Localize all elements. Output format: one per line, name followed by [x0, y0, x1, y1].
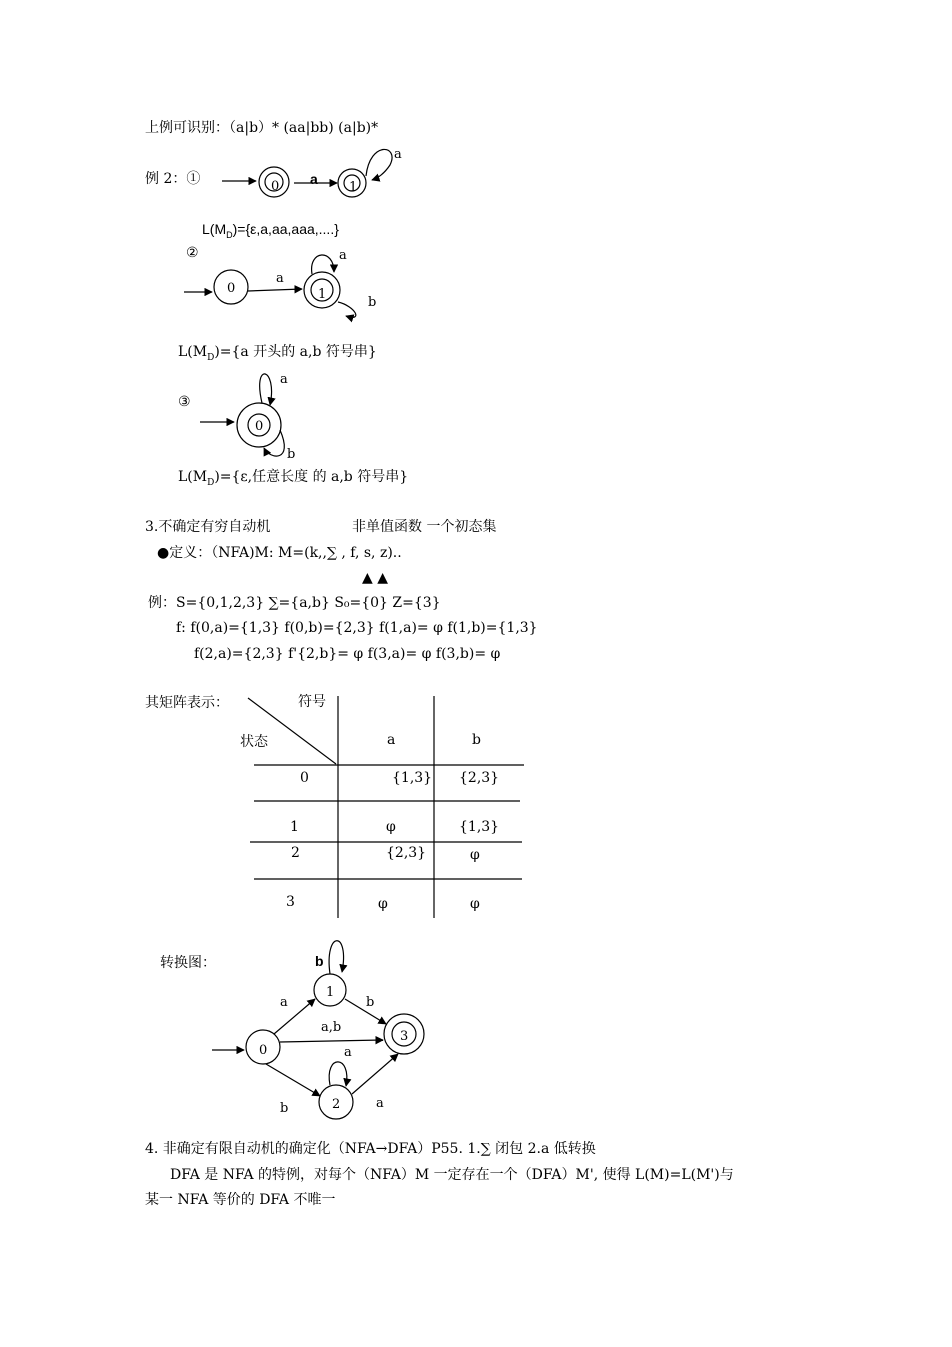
d1-loop-label: a	[394, 147, 402, 162]
marker-2: ②	[186, 245, 199, 261]
tg-edge02-label: b	[280, 1101, 289, 1116]
tg-loop1-label: b	[315, 953, 324, 969]
matrix-row1-b: {1,3}	[459, 819, 500, 835]
language-2: $L(M_D)=\{a$ 开头的 a,b 符号串}	[178, 344, 377, 363]
section3-note: 非单值函数 一个初态集	[352, 519, 497, 535]
dfa-diagram-2	[184, 255, 356, 317]
section3-heading: 3.不确定有穷自动机	[145, 519, 271, 535]
section3-markers: ▲ ▲	[362, 570, 388, 586]
matrix-col-a: a	[387, 732, 396, 748]
matrix-row0-b: {2,3}	[459, 770, 500, 786]
d2-state0: 0	[227, 281, 236, 296]
d3-loop-a: a	[280, 372, 288, 387]
d2-state1: 1	[318, 287, 327, 302]
marker-3: ③	[178, 394, 191, 410]
tg-state3: 3	[400, 1029, 409, 1044]
matrix-row2-state: 2	[291, 845, 300, 861]
d1-state1: 1	[349, 180, 358, 195]
dfa-diagram-3	[200, 374, 284, 456]
matrix-row0-state: 0	[300, 770, 309, 786]
tg-edge13-label: b	[366, 995, 375, 1010]
matrix-row1-a: φ	[386, 819, 396, 835]
d2-loop-a: a	[339, 248, 347, 263]
d3-loop-b: b	[287, 447, 296, 462]
section3-example: 例：S={0,1,2,3} ∑={a,b} S₀={0} Z={3}	[148, 595, 441, 611]
matrix-table-lines	[248, 696, 524, 918]
intro-line: 上例可识别：（a|b）* (aa|bb) (a|b)*	[145, 120, 379, 136]
section4-line1: 4. 非确定有限自动机的确定化（NFA→DFA）P55. 1.∑ 闭包 2.a 低转换	[145, 1141, 596, 1157]
dfa-diagram-1	[222, 149, 392, 197]
d1-state0: 0	[271, 179, 280, 194]
section4-line2: DFA 是 NFA 的特例，对每个（NFA）M 一定存在一个（DFA）M', 使得 L(M)=L(M')与	[170, 1167, 734, 1183]
matrix-row3-b: φ	[470, 896, 480, 912]
matrix-row2-a: {2,3}	[386, 845, 427, 861]
section3-definition: ●定义：（NFA)M: M=(k,,∑ , f, s, z)..	[157, 545, 402, 561]
tg-state0: 0	[259, 1043, 268, 1058]
matrix-row3-a: φ	[378, 896, 388, 912]
matrix-col-b: b	[472, 732, 481, 748]
d1-edge-label: a	[310, 171, 318, 187]
example2-label: 例 2：①	[145, 171, 201, 187]
section4-line3: 某一 NFA 等价的 DFA 不唯一	[145, 1192, 336, 1208]
matrix-row0-a: {1,3}	[392, 770, 433, 786]
section3-f-line1: f: f(0,a)={1,3} f(0,b)={2,3} f(1,a)= φ f(1,b)={1,3}	[176, 620, 538, 636]
matrix-row3-state: 3	[286, 894, 295, 910]
language-3: $L(M_D)=\{\varepsilon$,任意长度 的 a,b 符号串}	[178, 469, 409, 488]
d2-edge-label: a	[276, 271, 284, 286]
tg-edge01-label: a	[280, 995, 288, 1010]
tg-state2: 2	[332, 1097, 341, 1112]
tg-edge23-label: a	[376, 1096, 384, 1111]
matrix-row1-state: 1	[290, 819, 299, 835]
section3-f-line2: f(2,a)={2,3} f'{2,b}= φ f(3,a)= φ f(3,b)= φ	[194, 646, 501, 662]
d3-state0: 0	[255, 419, 264, 434]
tg-edge03-label: a,b	[321, 1020, 342, 1035]
tg-loop2-label: a	[344, 1045, 352, 1060]
matrix-state-header: 状态	[240, 734, 268, 750]
language-1: $L(M_D)=\{\varepsilon,a,aa,aaa,....\}$	[202, 221, 339, 240]
matrix-label: 其矩阵表示：	[145, 695, 229, 711]
matrix-row2-b: φ	[470, 847, 480, 863]
matrix-symbol-header: 符号	[298, 694, 326, 710]
d2-loop-b: b	[368, 295, 377, 310]
transition-label: 转换图：	[160, 955, 216, 971]
tg-state1: 1	[326, 985, 335, 1000]
